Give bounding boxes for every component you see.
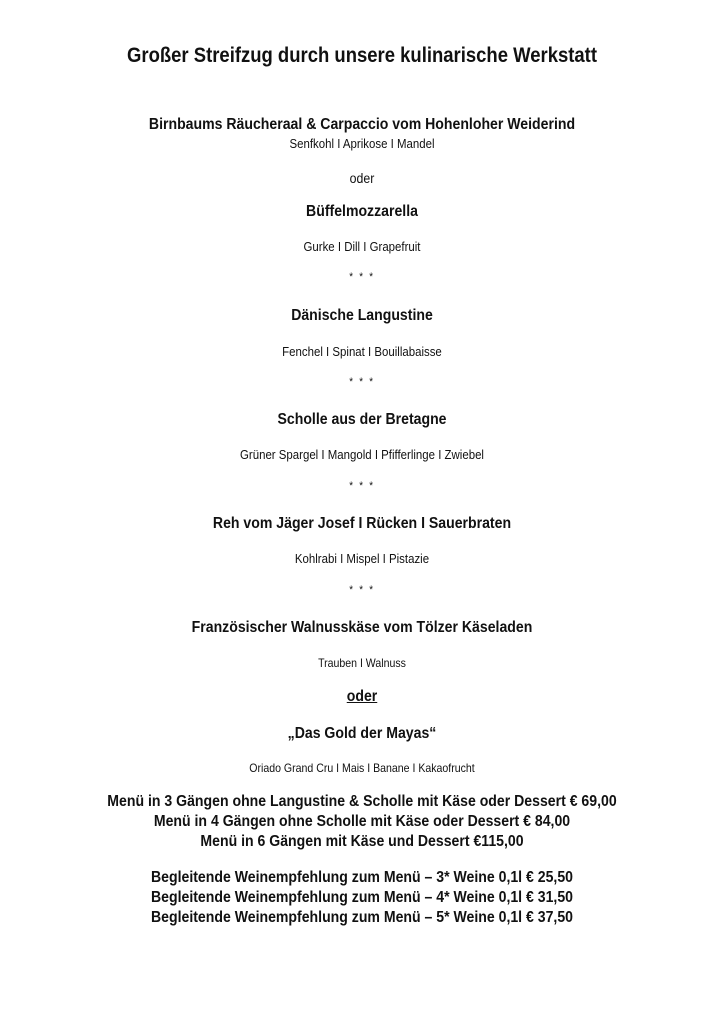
dish-title: Französischer Walnusskäse vom Tölzer Käseladen (191, 619, 533, 636)
course-separator: * * * (349, 271, 375, 283)
dish-title: Reh vom Jäger Josef I Rücken I Sauerbraten (212, 515, 512, 532)
menu-price-line: Menü in 6 Gängen mit Käse und Dessert €115,00 (200, 833, 524, 850)
course-separator: * * * (349, 480, 375, 492)
alternative-label: oder (349, 170, 375, 186)
wine-price-line: Begleitende Weinempfehlung zum Menü – 3* Weine 0,1l € 25,50 (150, 869, 573, 886)
alternative-label: oder (346, 688, 378, 705)
dish-title: „Das Gold der Mayas“ (287, 725, 437, 742)
dish-description: Grüner Spargel I Mangold I Pfifferlinge I Zwiebel (240, 447, 484, 462)
dish-description: Fenchel I Spinat I Bouillabaisse (282, 344, 442, 359)
wine-price-line: Begleitende Weinempfehlung zum Menü – 4* Weine 0,1l € 31,50 (150, 889, 573, 906)
dish-title: Büffelmozzarella (306, 203, 418, 220)
dish-description: Gurke I Dill I Grapefruit (303, 239, 421, 254)
dish-title: Scholle aus der Bretagne (277, 411, 447, 428)
menu-price-line: Menü in 4 Gängen ohne Scholle mit Käse oder Dessert € 84,00 (153, 813, 571, 830)
dish-title: Dänische Langustine (291, 307, 433, 324)
dish-description: Trauben I Walnuss (318, 656, 406, 670)
course-separator: * * * (349, 376, 375, 388)
course-separator: * * * (349, 584, 375, 596)
menu-title: Großer Streifzug durch unsere kulinarische Werkstatt (126, 44, 598, 67)
dish-description: Kohlrabi I Mispel I Pistazie (294, 551, 430, 566)
dish-title: Birnbaums Räucheraal & Carpaccio vom Hohenloher Weiderind (148, 116, 576, 133)
menu-price-line: Menü in 3 Gängen ohne Langustine & Scholle mit Käse oder Dessert € 69,00 (107, 793, 617, 810)
dish-description: Senfkohl I Aprikose I Mandel (289, 136, 435, 151)
wine-price-line: Begleitende Weinempfehlung zum Menü – 5* Weine 0,1l € 37,50 (150, 909, 573, 926)
dish-description: Oriado Grand Cru I Mais I Banane I Kakaofrucht (249, 761, 475, 775)
